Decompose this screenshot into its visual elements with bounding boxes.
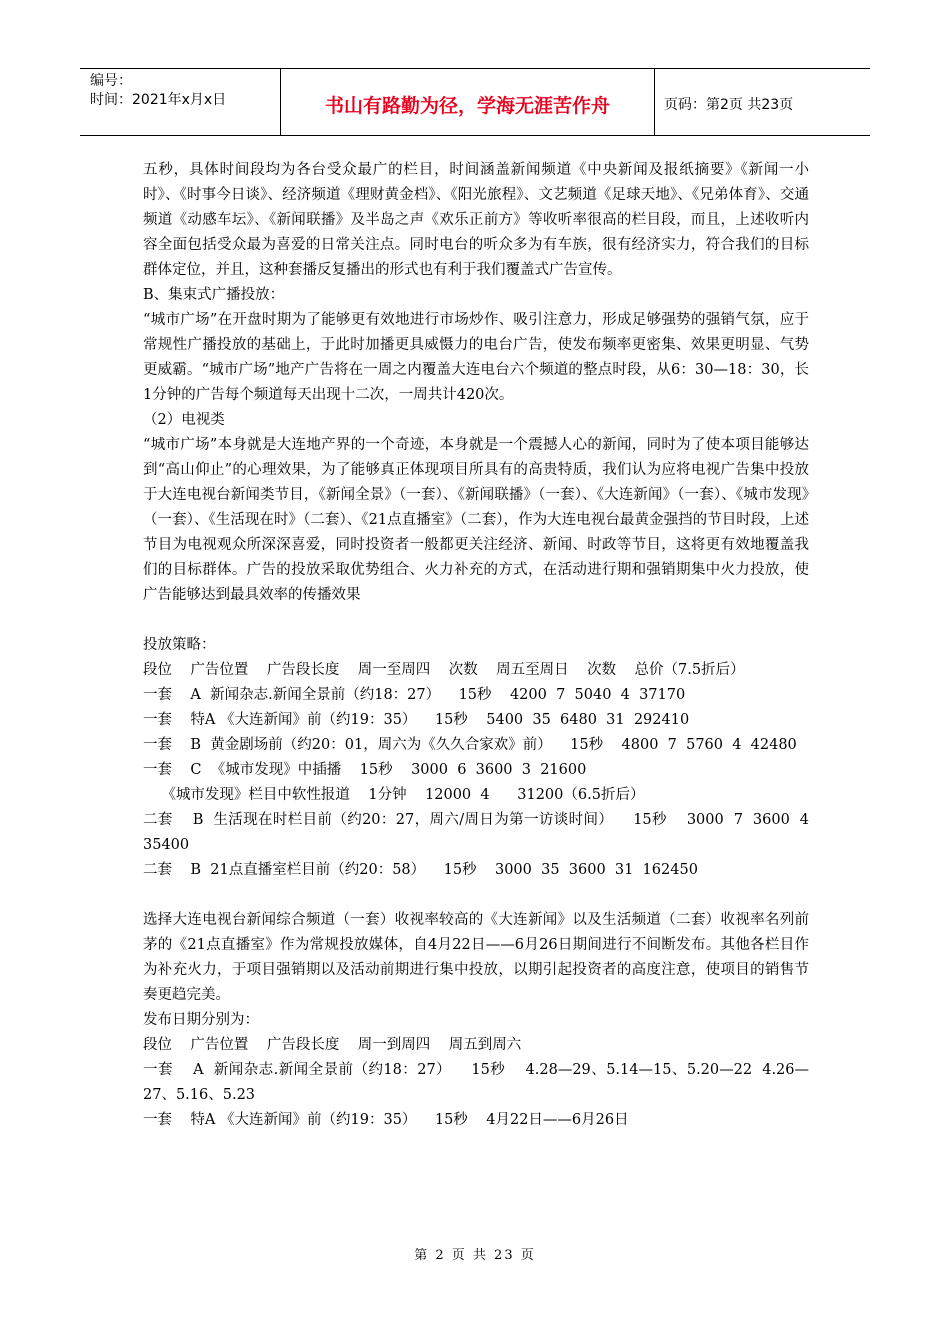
document-header bbox=[80, 68, 870, 136]
section-heading: 发布日期分别为： bbox=[143, 1012, 259, 1028]
release-header-row: 段位 广告位置 广告段长度 周一到周四 周五到周六 bbox=[143, 1037, 522, 1053]
schedule-row: 一套 特A 《大连新闻》前（约19：35） 15秒 5400 35 6480 31 292410 bbox=[143, 712, 690, 728]
paragraph: “城市广场”本身就是大连地产界的一个奇迹，本身就是一个震撼人心的新闻，同时为了使本项目能够达到“高山仰止”的心理效果，为了能够真正体现项目所具有的高贵特质，我们认为应将电视广告集中投放于大连电视台新闻类节目，《新闻全景》（一套）、《新闻联播》（一套）、《大连新闻》（一套）、《城市发现》（一套）、《生活现在时》（二套）、《21点直播室》（二套），作为大连电视台最黄金强挡的节目时段，上述节目为电视观众所深深喜爱，同时投资者一般都更关注经济、新闻、时政等节目，这将更有效地覆盖我们的目标群体。广告的投放采取优势组合、火力补充的方式，在活动进行期和强销期集中火力投放，使广告能够达到最具效率的传播效果 bbox=[143, 437, 809, 603]
blank-line bbox=[143, 883, 809, 908]
section-heading: B、集束式广播投放： bbox=[143, 287, 285, 303]
schedule-header-row: 段位 广告位置 广告段长度 周一至周四 次数 周五至周日 次数 总价（7.5折后） bbox=[143, 662, 745, 678]
section-heading: 投放策略： bbox=[143, 637, 216, 653]
header-page-number: 页码：第2页 共23页 bbox=[664, 97, 794, 113]
release-row: 一套 A 新闻杂志.新闻全景前（约18：27） 15秒 4.28—29、5.14—15、5.20—22 4.26—27、5.16、5.23 bbox=[143, 1062, 809, 1103]
page-footer: 第 2 页 共 23 页 bbox=[414, 1248, 536, 1263]
schedule-row: 一套 A 新闻杂志.新闻全景前（约18：27） 15秒 4200 7 5040 4 37170 bbox=[143, 687, 686, 703]
blank-line bbox=[143, 608, 809, 633]
paragraph: 五秒，具体时间段均为各台受众最广的栏目，时间涵盖新闻频道《中央新闻及报纸摘要》《新闻一小时》、《时事今日谈》、经济频道《理财黄金档》、《阳光旅程》、文艺频道《足球天地》、《兄弟体育》、交通频道《动感车坛》、《新闻联播》及半岛之声《欢乐正前方》等收听率很高的栏目段，而且，上述收听内容全面包括受众最为喜爱的日常关注点。同时电台的听众多为有车族，很有经济实力，符合我们的目标群体定位，并且，这种套播反复播出的形式也有利于我们覆盖式广告宣传。 bbox=[143, 162, 809, 278]
document-number-label: 编号： bbox=[90, 73, 132, 89]
section-heading: （2）电视类 bbox=[143, 412, 225, 428]
schedule-row: 一套 C 《城市发现》中插播 15秒 3000 6 3600 3 21600 bbox=[143, 762, 587, 778]
schedule-row: 《城市发现》栏目中软性报道 1分钟 12000 4 31200（6.5折后） bbox=[143, 787, 645, 803]
release-row: 一套 特A 《大连新闻》前（约19：35） 15秒 4月22日——6月26日 bbox=[143, 1112, 629, 1128]
schedule-row: 二套 B 生活现在时栏目前（约20：27，周六/周日为第一访谈时间） 15秒 3000 7 3600 4 35400 bbox=[143, 812, 819, 853]
header-motto: 书山有路勤为径，学海无涯苦作舟 bbox=[281, 69, 655, 135]
header-meta bbox=[80, 69, 281, 135]
paragraph: 选择大连电视台新闻综合频道（一套）收视率较高的《大连新闻》以及生活频道（二套）收视率名列前茅的《21点直播室》作为常规投放媒体，自4月22日——6月26日期间进行不间断发布。其他各栏目作为补充火力，于项目强销期以及活动前期进行集中投放，以期引起投资者的高度注意，使项目的销售节奏更趋完美。 bbox=[143, 912, 809, 1003]
document-time-label: 时间：2021年x月x日 bbox=[90, 92, 227, 108]
paragraph: “城市广场”在开盘时期为了能够更有效地进行市场炒作、吸引注意力，形成足够强势的强销气氛，应于常规性广播投放的基础上，于此时加播更具威慑力的电台广告，使发布频率更密集、效果更明显、气势更威霸。“城市广场”地产广告将在一周之内覆盖大连电台六个频道的整点时段，从6：30—18：30，长1分钟的广告每个频道每天出现十二次，一周共计420次。 bbox=[143, 312, 809, 403]
schedule-row: 二套 B 21点直播室栏目前（约20：58） 15秒 3000 35 3600 31 162450 bbox=[143, 862, 698, 878]
schedule-row: 一套 B 黄金剧场前（约20：01，周六为《久久合家欢》前） 15秒 4800 7 5760 4 42480 bbox=[143, 737, 797, 753]
document-body bbox=[143, 158, 819, 1133]
